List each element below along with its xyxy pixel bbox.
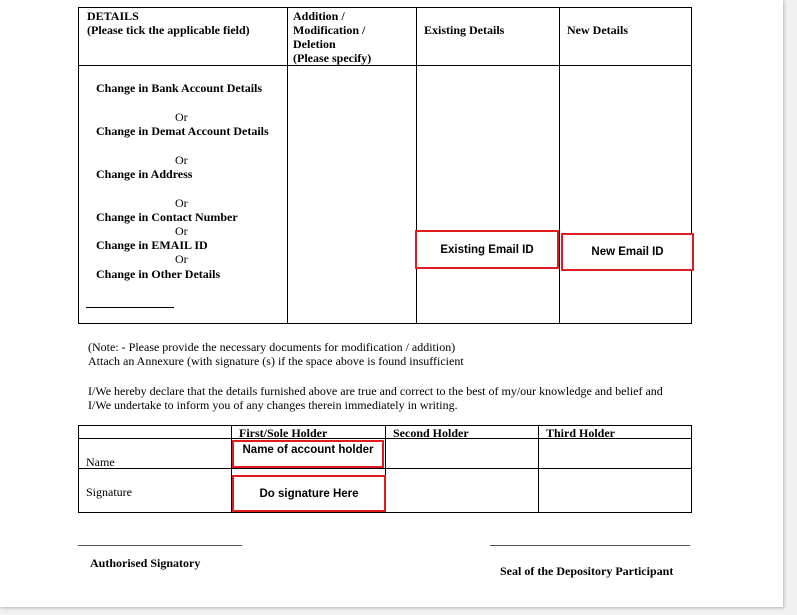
- existing-details-header: Existing Details: [424, 23, 505, 37]
- or-separator: Or: [175, 196, 188, 210]
- third-holder-header: Third Holder: [546, 426, 616, 440]
- first-holder-header: First/Sole Holder: [239, 426, 328, 440]
- option-bank-account[interactable]: Change in Bank Account Details: [96, 81, 263, 95]
- option-demat-account[interactable]: Change in Demat Account Details: [96, 124, 269, 138]
- addition-header: Addition / Modification / Deletion (Please specify): [293, 9, 372, 65]
- option-address[interactable]: Change in Address: [96, 167, 193, 181]
- details-header: DETAILS (Please tick the applicable field): [87, 9, 250, 37]
- authorised-signatory-label: Authorised Signatory: [90, 556, 201, 570]
- authorised-signature-line: [78, 545, 242, 546]
- seal-line: [490, 545, 690, 546]
- other-details-blank-line: [86, 307, 174, 308]
- signature-row-label: Signature: [86, 485, 132, 499]
- or-separator: Or: [175, 153, 188, 167]
- seal-label: Seal of the Depository Participant: [500, 564, 674, 578]
- new-email-field[interactable]: New Email ID: [561, 233, 694, 271]
- account-holder-name-field[interactable]: Name of account holder: [232, 440, 384, 468]
- or-separator: Or: [175, 110, 188, 124]
- option-email-id[interactable]: Change in EMAIL ID: [96, 238, 208, 252]
- note-text: (Note: - Please provide the necessary documents for modification / addition) Attach an Annexure (with signature (s) if the space above is found insufficient: [88, 340, 464, 368]
- option-other-details[interactable]: Change in Other Details: [96, 267, 221, 281]
- existing-email-field[interactable]: Existing Email ID: [415, 230, 559, 269]
- declaration-text: I/We hereby declare that the details furnished above are true and correct to the best of my/our knowledge and belief and I/We undertake to inform you of any changes therein immediately in writing.: [88, 384, 663, 412]
- or-separator: Or: [175, 252, 188, 266]
- name-row-label: Name: [86, 455, 115, 469]
- option-contact-number[interactable]: Change in Contact Number: [96, 210, 238, 224]
- or-separator: Or: [175, 224, 188, 238]
- signature-field[interactable]: Do signature Here: [232, 475, 386, 512]
- second-holder-header: Second Holder: [393, 426, 469, 440]
- new-details-header: New Details: [567, 23, 628, 37]
